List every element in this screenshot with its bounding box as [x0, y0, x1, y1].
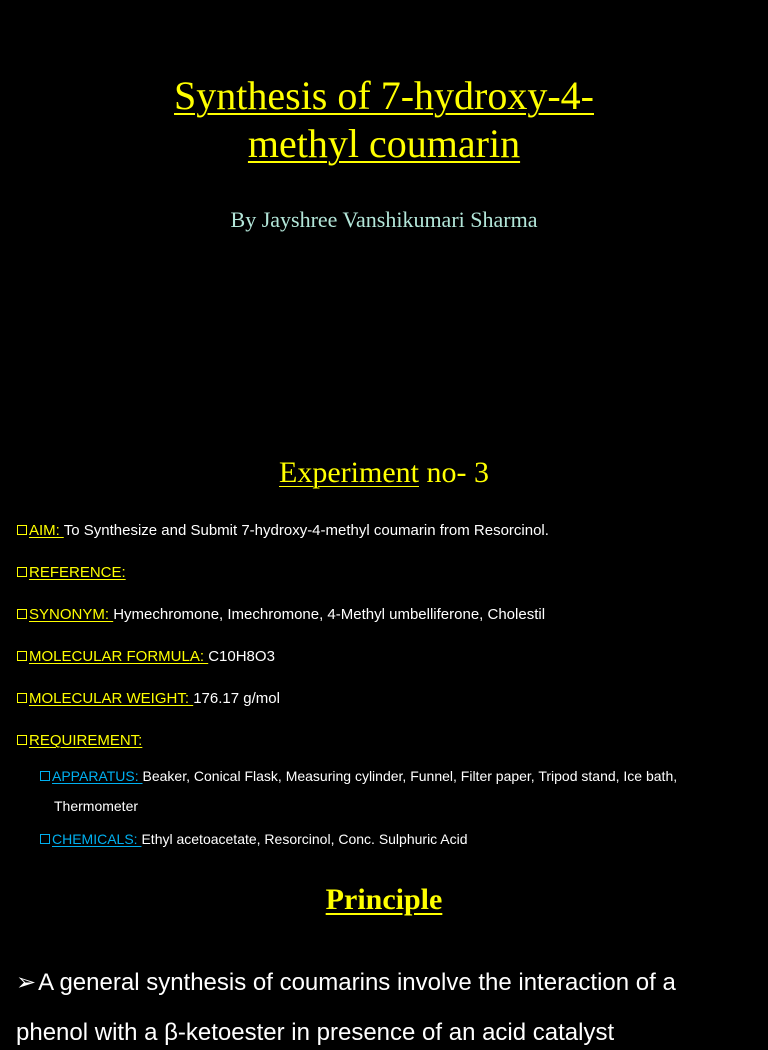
checkbox-bullet-icon [40, 771, 50, 781]
arrow-bullet-icon: ➢ [16, 969, 37, 996]
item-key: AIM: [29, 522, 64, 539]
sub-item-key: APPARATUS: [52, 768, 143, 784]
author-byline: By Jayshree Vanshikumari Sharma [230, 207, 538, 232]
item-value: To Synthesize and Submit 7-hydroxy-4-methyl coumarin from Resorcinol. [63, 522, 549, 539]
experiment-heading [0, 453, 768, 493]
slide-title-line1: Synthesis of 7-hydroxy-4- [174, 73, 594, 118]
checkbox-bullet-icon [17, 693, 27, 703]
principle-text-cont: phenol with a β-ketoester in presence of an acid catalyst [16, 1019, 615, 1046]
checkbox-bullet-icon [17, 735, 27, 745]
checkbox-bullet-icon [17, 525, 27, 535]
checkbox-bullet-icon [40, 834, 50, 844]
slide-title [0, 72, 768, 168]
item-synonym [17, 605, 545, 625]
item-key: REQUIREMENT: [29, 732, 143, 749]
sub-item-key: CHEMICALS: [52, 831, 142, 847]
item-value: Hymechromone, Imechromone, 4-Methyl umbelliferone, Cholestil [113, 606, 546, 623]
item-key: MOLECULAR WEIGHT: [29, 690, 194, 707]
item-molecular-weight [17, 689, 280, 709]
item-requirement [17, 731, 142, 751]
sub-item-chemicals [40, 829, 468, 849]
checkbox-bullet-icon [17, 651, 27, 661]
item-aim [17, 521, 549, 541]
item-key: MOLECULAR FORMULA: [29, 648, 209, 665]
item-key: SYNONYM: [29, 606, 114, 623]
item-value: C10H8O3 [208, 648, 275, 665]
sub-item-value: Beaker, Conical Flask, Measuring cylinder, Funnel, Filter paper, Tripod stand, Ice bath, [142, 768, 678, 784]
item-reference [17, 563, 126, 583]
sub-item-apparatus [40, 766, 677, 786]
sub-item-value: Ethyl acetoacetate, Resorcinol, Conc. Sulphuric Acid [141, 831, 468, 847]
item-key: REFERENCE: [29, 564, 126, 581]
sub-item-continuation: Thermometer [54, 798, 139, 814]
principle-heading: Principle [325, 883, 443, 916]
experiment-label: Experiment [279, 456, 419, 489]
experiment-number: no- 3 [418, 456, 489, 489]
principle-paragraph-continued [16, 1016, 756, 1046]
principle-paragraph [16, 966, 756, 1000]
item-molecular-formula [17, 647, 275, 667]
item-value: 176.17 g/mol [193, 690, 280, 707]
checkbox-bullet-icon [17, 609, 27, 619]
checkbox-bullet-icon [17, 567, 27, 577]
principle-text: A general synthesis of coumarins involve the interaction of a [38, 969, 676, 996]
slide-title-line2: methyl coumarin [247, 121, 521, 166]
